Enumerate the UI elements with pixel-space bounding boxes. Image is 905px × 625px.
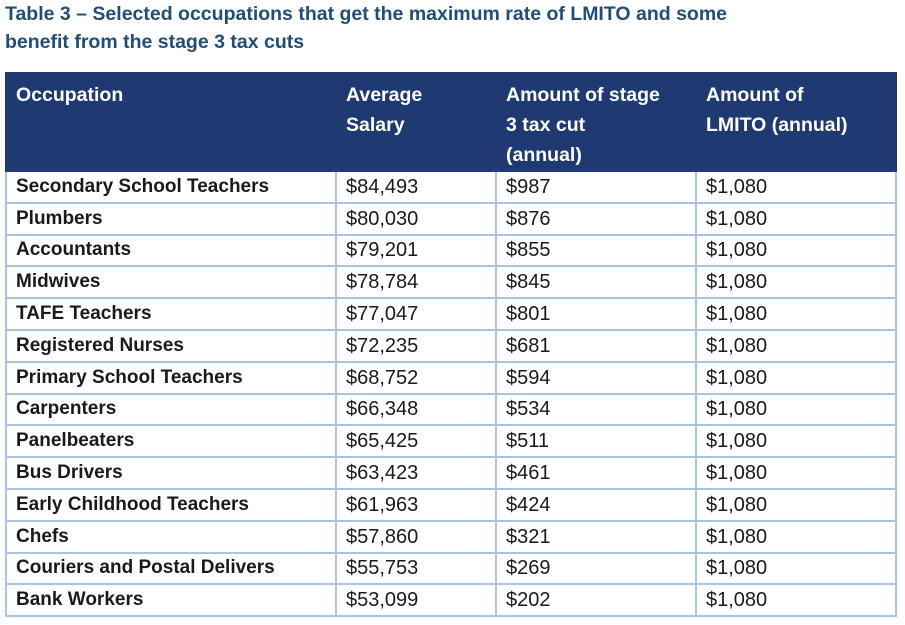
table-row — [6, 330, 896, 362]
cell-salary: $57,860 — [336, 521, 496, 553]
cell-tax-cut: $202 — [496, 584, 696, 616]
cell-lmito: $1,080 — [696, 457, 896, 489]
table-row — [6, 203, 896, 235]
caption-line-2: benefit from the stage 3 tax cuts — [5, 31, 305, 53]
cell-salary: $78,784 — [336, 266, 496, 298]
table-body — [6, 171, 896, 616]
cell-lmito: $1,080 — [696, 171, 896, 203]
cell-tax-cut: $424 — [496, 489, 696, 521]
cell-occupation: Couriers and Postal Delivers — [6, 553, 336, 585]
cell-occupation: Primary School Teachers — [6, 362, 336, 394]
table-row — [6, 298, 896, 330]
cell-occupation: Accountants — [6, 235, 336, 267]
header-salary-line-1: Average — [346, 84, 423, 106]
header-cut-line-1: Amount of stage — [506, 84, 660, 106]
header-lmito-line-1: Amount of — [706, 84, 804, 106]
cell-lmito: $1,080 — [696, 521, 896, 553]
cell-lmito: $1,080 — [696, 489, 896, 521]
cell-occupation: Bus Drivers — [6, 457, 336, 489]
cell-salary: $55,753 — [336, 553, 496, 585]
cell-occupation: Midwives — [6, 266, 336, 298]
cell-tax-cut: $321 — [496, 521, 696, 553]
table-row — [6, 489, 896, 521]
cell-tax-cut: $855 — [496, 235, 696, 267]
cell-tax-cut: $681 — [496, 330, 696, 362]
header-stage3-tax-cut — [496, 73, 696, 171]
cell-occupation: Bank Workers — [6, 584, 336, 616]
occupations-table — [5, 72, 897, 617]
header-salary-line-2: Salary — [346, 114, 405, 136]
header-cut-line-2: 3 tax cut — [506, 114, 586, 136]
cell-lmito: $1,080 — [696, 203, 896, 235]
table-row — [6, 457, 896, 489]
table-row — [6, 362, 896, 394]
cell-salary: $84,493 — [336, 171, 496, 203]
cell-salary: $65,425 — [336, 425, 496, 457]
header-average-salary — [336, 73, 496, 171]
cell-salary: $68,752 — [336, 362, 496, 394]
table-row — [6, 266, 896, 298]
cell-occupation: Panelbeaters — [6, 425, 336, 457]
cell-salary: $79,201 — [336, 235, 496, 267]
cell-occupation: Chefs — [6, 521, 336, 553]
table-row — [6, 584, 896, 616]
cell-salary: $61,963 — [336, 489, 496, 521]
caption-line-1: Table 3 – Selected occupations that get the maximum rate of LMITO and some — [5, 3, 728, 25]
table-row — [6, 394, 896, 426]
cell-occupation: Carpenters — [6, 394, 336, 426]
cell-salary: $53,099 — [336, 584, 496, 616]
table-row — [6, 235, 896, 267]
header-occupation — [6, 73, 336, 171]
cell-lmito: $1,080 — [696, 266, 896, 298]
cell-salary: $66,348 — [336, 394, 496, 426]
cell-salary: $77,047 — [336, 298, 496, 330]
cell-lmito: $1,080 — [696, 362, 896, 394]
cell-lmito: $1,080 — [696, 298, 896, 330]
header-cut-line-3: (annual) — [506, 144, 582, 166]
cell-occupation: TAFE Teachers — [6, 298, 336, 330]
cell-tax-cut: $801 — [496, 298, 696, 330]
cell-occupation: Early Childhood Teachers — [6, 489, 336, 521]
table-caption — [5, 0, 885, 56]
table-row — [6, 521, 896, 553]
cell-lmito: $1,080 — [696, 394, 896, 426]
cell-salary: $80,030 — [336, 203, 496, 235]
cell-lmito: $1,080 — [696, 425, 896, 457]
cell-tax-cut: $534 — [496, 394, 696, 426]
cell-salary: $72,235 — [336, 330, 496, 362]
table-row — [6, 171, 896, 203]
cell-tax-cut: $876 — [496, 203, 696, 235]
table-row — [6, 553, 896, 585]
cell-salary: $63,423 — [336, 457, 496, 489]
cell-occupation: Plumbers — [6, 203, 336, 235]
cell-tax-cut: $269 — [496, 553, 696, 585]
cell-lmito: $1,080 — [696, 330, 896, 362]
cell-tax-cut: $987 — [496, 171, 696, 203]
header-lmito — [696, 73, 896, 171]
cell-tax-cut: $511 — [496, 425, 696, 457]
cell-lmito: $1,080 — [696, 584, 896, 616]
table-header-row — [6, 73, 896, 171]
cell-occupation: Registered Nurses — [6, 330, 336, 362]
cell-tax-cut: $845 — [496, 266, 696, 298]
header-occupation-label: Occupation — [16, 84, 124, 106]
cell-tax-cut: $461 — [496, 457, 696, 489]
table-row — [6, 425, 896, 457]
cell-occupation: Secondary School Teachers — [6, 171, 336, 203]
cell-lmito: $1,080 — [696, 235, 896, 267]
cell-lmito: $1,080 — [696, 553, 896, 585]
cell-tax-cut: $594 — [496, 362, 696, 394]
header-lmito-line-2: LMITO (annual) — [706, 114, 848, 136]
